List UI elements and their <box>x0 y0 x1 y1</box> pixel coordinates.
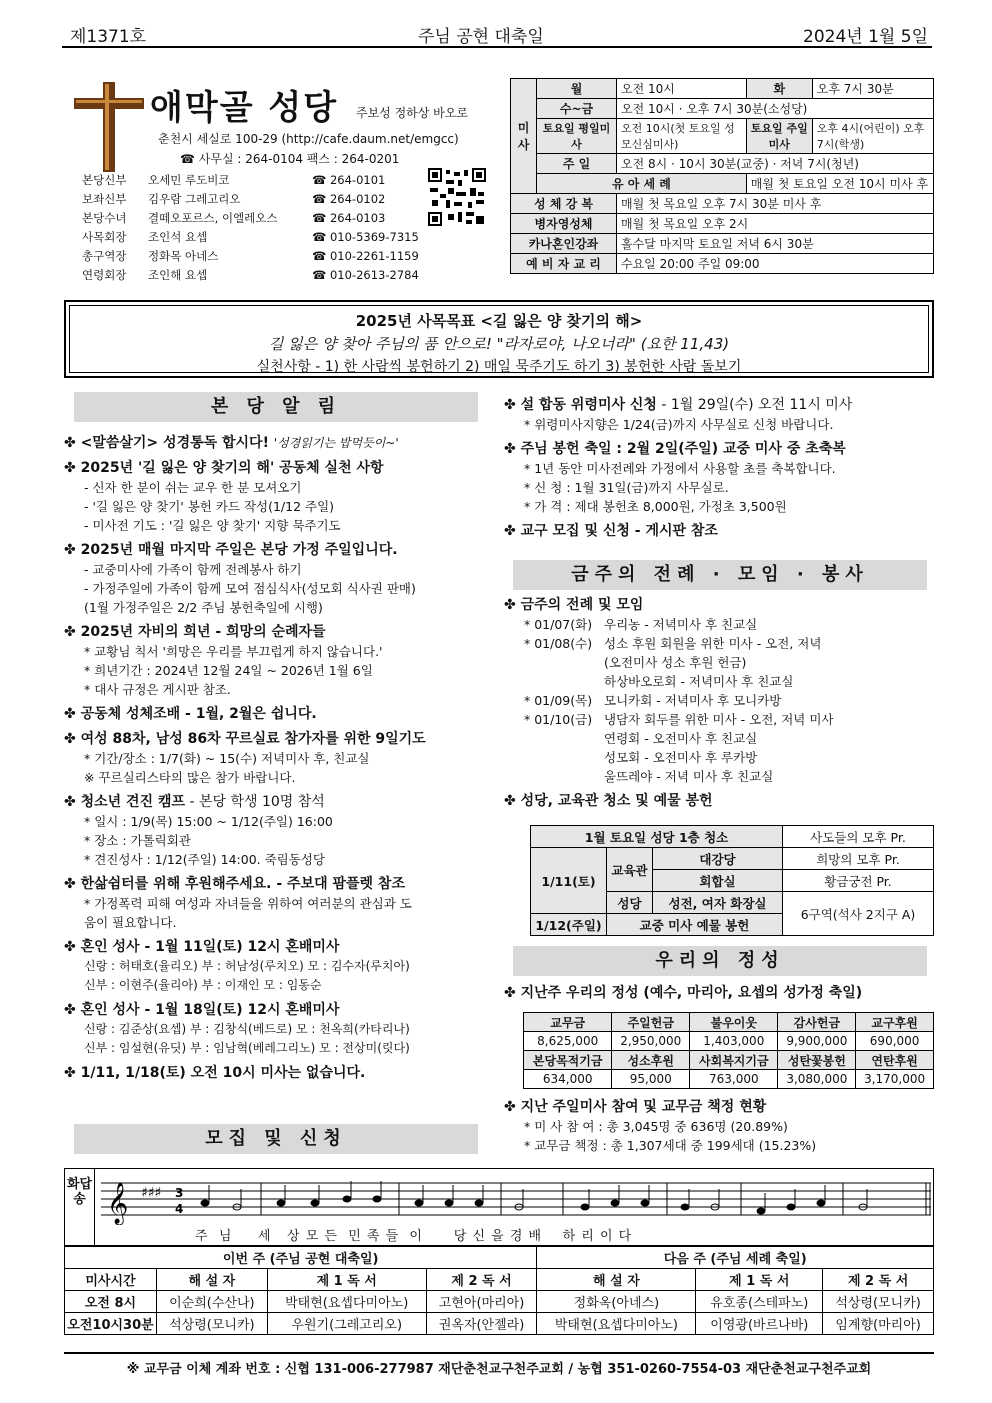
psalm-side-label: 화답송 <box>65 1169 95 1245</box>
staff-row <box>82 267 419 286</box>
weekly-line: * 01/07(화) 우리농 - 저녁미사 후 친교실 <box>524 617 758 632</box>
offering-value: 1,403,000 <box>690 1032 778 1051</box>
section-notice-title: 본 당 알 림 <box>74 392 478 422</box>
bank-account-footer: ※ 교무금 이체 계좌 번호 : 신협 131-006-277987 재단춘천교구천주교회 / 농협 351-0260-7554-03 재단춘천교구천주교회 <box>64 1352 934 1377</box>
weekly-line: 성모회 - 오전미사 후 루카방 <box>604 750 758 765</box>
weekly-line: 하상바오로회 - 저녁미사 후 친교실 <box>604 674 794 689</box>
notice-line: ※ 꾸르실리스타의 많은 참가 바랍니다. <box>84 770 296 785</box>
staff-tel: ☎ 264-0101 <box>312 173 386 187</box>
clean-cell: 1월 토요일 성당 1층 청소 <box>531 826 783 848</box>
notice-item: ✤ 청소년 견진 캠프 - 본당 학생 10명 참석 <box>64 794 325 810</box>
mass-day-label: 월 <box>537 79 617 99</box>
svg-text:4: 4 <box>175 1202 184 1216</box>
roster-col-header: 해 설 자 <box>537 1269 696 1291</box>
notice-item: ✤ 2025년 '길 잃은 양 찾기의 해' 공동체 실천 사항 <box>64 460 384 476</box>
sacrament-label: 카나혼인강좌 <box>511 234 617 254</box>
staff-name: 정화목 아네스 <box>148 249 219 263</box>
mass-time: 오후 4시(어린이) 오후 7시(학생) <box>812 119 933 154</box>
staff-role: 보좌신부 <box>82 192 127 206</box>
offering-value: 8,625,000 <box>524 1032 612 1051</box>
clean-cell: 사도들의 모후 Pr. <box>783 826 934 848</box>
offering-value: 690,000 <box>856 1032 934 1051</box>
notice-item: ✤ 1/11, 1/18(토) 오전 10시 미사는 없습니다. <box>64 1065 366 1081</box>
bulletin-header <box>62 22 932 48</box>
roster-col-header: 미사시간 <box>65 1269 157 1291</box>
roster-cell: 박태현(요셉다미아노) <box>537 1313 696 1335</box>
staff-role: 본당신부 <box>82 173 127 187</box>
mass-day-label: 화 <box>746 79 812 99</box>
clean-cell: 1/12(주일) <box>531 914 607 936</box>
staff-row <box>82 172 419 191</box>
notice-item: ✤ 한삶쉼터를 위해 후원해주세요. - 주보대 팜플렛 참조 <box>64 876 405 892</box>
responsorial-psalm <box>64 1168 934 1246</box>
notice-line: - '길 잃은 양 찾기' 봉헌 카드 작성(1/12 주일) <box>84 499 335 514</box>
notice-item: ✤ 교구 모집 및 신청 - 게시판 참조 <box>504 523 718 539</box>
music-staff-icon <box>101 1175 931 1225</box>
staff-name: 결떼오포르스, 이엘레오스 <box>148 211 278 225</box>
notice-line: * 1년 동안 미사전례와 가정에서 사용할 초를 축복합니다. <box>524 461 836 476</box>
clean-cell: 황금궁전 Pr. <box>783 870 934 892</box>
mass-time: 오전 8시 · 10시 30분(교중) · 저녁 7시(청년) <box>617 154 934 174</box>
offering-header: 연탄후원 <box>856 1051 934 1070</box>
goal-title: 2025년 사목목표 <길 잃은 양 찾기의 해> <box>355 312 643 330</box>
notice-item: ✤ 2025년 자비의 희년 - 희망의 순례자들 <box>64 624 326 640</box>
sacrament-label: 예 비 자 교 리 <box>511 254 617 274</box>
roster-week-header: 이번 주 (주님 공현 대축일) <box>65 1247 537 1269</box>
table-row <box>65 1313 934 1335</box>
sacrament-label: 성 체 강 복 <box>511 194 617 214</box>
staff-row <box>82 229 419 248</box>
staff-name: 김우람 그레고리오 <box>148 192 241 206</box>
mass-day-label: 수~금 <box>537 99 617 119</box>
pastoral-goal-box <box>64 300 934 378</box>
parish-name: 애막골 성당 <box>150 88 339 128</box>
clean-cell: 대강당 <box>653 848 783 870</box>
weekly-line: * 01/08(수) 성소 후원 회원을 위한 미사 - 오전, 저녁 <box>524 636 822 651</box>
offering-header: 감사헌금 <box>778 1013 856 1032</box>
offering-value: 3,080,000 <box>778 1070 856 1089</box>
weekly-list <box>504 596 934 811</box>
roster-cell: 임계향(마리아) <box>823 1313 934 1335</box>
offering-header: 주일헌금 <box>612 1013 690 1032</box>
attendance-line: * 교무금 책정 : 총 1,307세대 중 199세대 (15.23%) <box>524 1138 817 1153</box>
sacrament-time: 홀수달 마지막 토요일 저녁 6시 30분 <box>617 234 934 254</box>
section-offering-title: 우리의 정성 <box>513 946 927 976</box>
notice-line: 신부 : 임설현(유딧) 부 : 임남혁(베레그리노) 모 : 전상미(릿다) <box>84 1041 410 1055</box>
notice-item: ✤ 설 합동 위령미사 신청 - 1월 29일(수) 오전 11시 미사 <box>504 397 853 413</box>
offering-title: ✤ 지난주 우리의 정성 (예수, 마리아, 요셉의 성가정 축일) <box>504 985 863 1001</box>
notice-line: 움이 필요합니다. <box>84 915 177 930</box>
notice-line: * 교황님 칙서 '희망은 우리를 부끄럽게 하지 않습니다.' <box>84 644 383 659</box>
notice-line: - 미사전 기도 : '길 잃은 양 찾기' 지향 묵주기도 <box>84 518 341 533</box>
offering-value: 2,950,000 <box>612 1032 690 1051</box>
section-weekly-title: 금주의 전례 · 모임 · 봉사 <box>513 560 927 590</box>
roster-col-header: 제 1 독 서 <box>267 1269 426 1291</box>
mass-time: 오후 7시 30분 <box>812 79 933 99</box>
roster-col-header: 제 2 독 서 <box>426 1269 537 1291</box>
roster-cell: 고현아(마리아) <box>426 1291 537 1313</box>
weekly-line: 연령회 - 오전미사 후 친교실 <box>604 731 758 746</box>
offering-heading <box>504 984 934 1003</box>
staff-tel: ☎ 010-2613-2784 <box>312 268 419 282</box>
staff-role: 본당수녀 <box>82 211 127 225</box>
sacrament-time: 매월 첫 목요일 오후 2시 <box>617 214 934 234</box>
notice-item: ✤ 여성 88차, 남성 86차 꾸르실료 참가자를 위한 9일기도 <box>64 731 426 747</box>
roster-cell: 이순희(수산나) <box>157 1291 268 1313</box>
notice-line: - 교중미사에 가족이 함께 전례봉사 하기 <box>84 562 302 577</box>
offering-value: 634,000 <box>524 1070 612 1089</box>
roster-cell: 오전10시30분 <box>65 1313 157 1335</box>
staff-row <box>82 248 419 267</box>
cross-logo-icon <box>74 82 144 172</box>
staff-tel: ☎ 010-5369-7315 <box>312 230 419 244</box>
svg-text:♯♯♯: ♯♯♯ <box>141 1185 162 1201</box>
clean-cell: 교중 미사 예물 봉헌 <box>607 914 783 936</box>
weekly-title: ✤ 금주의 전례 및 모임 <box>504 597 644 613</box>
weekly-line: (오전미사 성소 후원 헌금) <box>604 655 747 670</box>
notice-list <box>64 428 504 1083</box>
attendance-block <box>504 1098 934 1155</box>
notice-item: ✤ 혼인 성사 - 1월 18일(토) 12시 혼배미사 <box>64 1002 340 1018</box>
offering-header: 성탄꽃봉헌 <box>778 1051 856 1070</box>
notice-line: * 가정폭력 피해 여성과 자녀들을 위하여 여러분의 관심과 도 <box>84 896 412 911</box>
roster-cell: 오전 8시 <box>65 1291 157 1313</box>
sacrament-time: 수요일 20:00 주일 09:00 <box>617 254 934 274</box>
parish-phone: ☎ 사무실 : 264-0104 팩스 : 264-0201 <box>180 152 400 166</box>
liturgy-roster-table <box>64 1246 934 1335</box>
staff-tel: ☎ 264-0102 <box>312 192 386 206</box>
offering-header: 본당목적기금 <box>524 1051 612 1070</box>
mass-schedule-table <box>510 78 934 274</box>
offering-value: 9,900,000 <box>778 1032 856 1051</box>
offering-value: 95,000 <box>612 1070 690 1089</box>
notice-item: ✤ 공동체 성체조배 - 1월, 2월은 쉽니다. <box>64 706 317 722</box>
notice-line: 신랑 : 허태호(율리오) 부 : 허남성(루치오) 모 : 김수자(루치아) <box>84 959 410 973</box>
staff-role: 총구역장 <box>82 249 127 263</box>
mass-day-label: 토요일 주일미사 <box>746 119 812 154</box>
sacrament-time: 매월 첫 토요일 오전 10시 미사 후 <box>746 174 933 194</box>
clean-cell: 1/11(토) <box>531 848 607 914</box>
clean-cell: 성당 <box>607 892 653 914</box>
issue-number: 제1371호 <box>70 27 147 47</box>
notice-line: * 희년기간 : 2024년 12월 24일 ~ 2026년 1월 6일 <box>84 663 373 678</box>
notice-line: * 기간/장소 : 1/7(화) ~ 15(수) 저녁미사 후, 친교실 <box>84 751 370 766</box>
staff-tel: ☎ 264-0103 <box>312 211 386 225</box>
offering-value: 763,000 <box>690 1070 778 1089</box>
staff-tel: ☎ 010-2261-1159 <box>312 249 419 263</box>
roster-cell: 박태현(요셉다미아노) <box>267 1291 426 1313</box>
staff-role: 연령회장 <box>82 268 127 282</box>
mass-label: 미 사 <box>511 79 537 194</box>
offering-table <box>523 1012 934 1089</box>
notice-line: * 가 격 : 제대 봉헌초 8,000원, 가정초 3,500원 <box>524 499 787 514</box>
psalm-lyrics: 주 님 세 상 모 든 민 족 들 이 당 신 을 경 배 하 리 이 다 <box>195 1229 633 1244</box>
notice-line: * 신 청 : 1월 31일(금)까지 사무실로. <box>524 480 729 495</box>
mass-day-label: 토요일 평일미사 <box>537 119 617 154</box>
mass-time: 오전 10시(첫 토요일 성모신심미사) <box>617 119 747 154</box>
notice-list-right <box>504 392 934 541</box>
clean-cell: 희망의 모후 Pr. <box>783 848 934 870</box>
roster-cell: 이영광(바르나바) <box>696 1313 823 1335</box>
notice-line: (1월 가정주일은 2/2 주님 봉헌축일에 시행) <box>84 600 323 615</box>
notice-item: ✤ 혼인 성사 - 1월 11일(토) 12시 혼배미사 <box>64 939 340 955</box>
attendance-line: * 미 사 참 여 : 총 3,045명 중 636명 (20.89%) <box>524 1119 788 1134</box>
roster-col-header: 해 설 자 <box>157 1269 268 1291</box>
goal-motto: 길 잃은 양 찾아 주님의 품 안으로! "라자로야, 나오너라" (요한 11,43) <box>268 335 730 353</box>
notice-line: * 일시 : 1/9(목) 15:00 ~ 1/12(주일) 16:00 <box>84 814 333 829</box>
offering-header: 사회복지기금 <box>690 1051 778 1070</box>
notice-line: * 장소 : 가톨릭회관 <box>84 833 191 848</box>
notice-line: 신랑 : 김준상(요셉) 부 : 김창식(베드로) 모 : 천옥희(카타리나) <box>84 1022 410 1036</box>
weekly-line: 울뜨레야 - 저녁 미사 후 친교실 <box>604 769 774 784</box>
notice-line: * 대사 규정은 게시판 참조. <box>84 682 231 697</box>
clean-cell: 6구역(석사 2지구 A) <box>783 892 934 936</box>
clean-title: ✤ 성당, 교육관 청소 및 예물 봉헌 <box>504 793 713 809</box>
section-recruit-title: 모집 및 신청 <box>74 1124 478 1154</box>
clean-cell: 교육관 <box>607 848 653 892</box>
goal-practice: 실천사항 - 1) 한 사람씩 봉헌하기 2) 매일 묵주기도 하기 3) 봉헌한 사람 돌보기 <box>256 359 742 375</box>
notice-item: ✤ 2025년 매월 마지막 주일은 본당 가정 주일입니다. <box>64 542 398 558</box>
sacrament-label: 유 아 세 례 <box>537 174 747 194</box>
offering-header: 성소후원 <box>612 1051 690 1070</box>
offering-value: 3,170,000 <box>856 1070 934 1089</box>
mass-time: 오전 10시 <box>617 79 747 99</box>
offering-header: 불우이웃 <box>690 1013 778 1032</box>
staff-name: 조인석 요셉 <box>148 230 208 244</box>
issue-date: 2024년 1월 5일 <box>803 27 928 47</box>
svg-text:𝄞: 𝄞 <box>107 1183 129 1224</box>
staff-row <box>82 191 419 210</box>
roster-col-header: 제 1 독 서 <box>696 1269 823 1291</box>
feast-title: 주님 공현 대축일 <box>418 27 544 47</box>
table-row <box>65 1291 934 1313</box>
clean-cell: 성전, 여자 화장실 <box>653 892 783 914</box>
cleaning-table <box>530 825 934 936</box>
roster-cell: 유호종(스테파노) <box>696 1291 823 1313</box>
weekly-line: * 01/09(목) 모니카회 - 저녁미사 후 모니카방 <box>524 693 782 708</box>
notice-line: * 견진성사 : 1/12(주일) 14:00. 죽림동성당 <box>84 852 325 867</box>
roster-col-header: 제 2 독 서 <box>823 1269 934 1291</box>
staff-name: 조인해 요셉 <box>148 268 208 282</box>
parish-patron: 주보성 정하상 바오로 <box>356 106 468 120</box>
roster-week-header: 다음 주 (주님 세례 축일) <box>537 1247 934 1269</box>
svg-text:3: 3 <box>175 1186 184 1200</box>
roster-cell: 권옥자(안젤라) <box>426 1313 537 1335</box>
notice-line: - 신자 한 분이 쉬는 교우 한 분 모셔오기 <box>84 480 302 495</box>
staff-row <box>82 210 419 229</box>
clean-cell: 회합실 <box>653 870 783 892</box>
roster-cell: 석상령(모니카) <box>823 1291 934 1313</box>
sacrament-label: 병자영성체 <box>511 214 617 234</box>
notice-line: - 가정주일에 가족이 함께 모여 점심식사(성모회 식사권 판매) <box>84 581 416 596</box>
notice-line: 신부 : 이현주(율리아) 부 : 이재인 모 : 임동순 <box>84 978 322 992</box>
mass-day-label: 주 일 <box>537 154 617 174</box>
staff-role: 사목회장 <box>82 230 127 244</box>
roster-cell: 정화옥(아네스) <box>537 1291 696 1313</box>
attendance-title: ✤ 지난 주일미사 참여 및 교무금 책정 현황 <box>504 1099 767 1115</box>
staff-name: 오세민 루도비코 <box>148 173 230 187</box>
qr-code-icon[interactable] <box>428 168 486 226</box>
notice-item: ✤ 주님 봉헌 축일 : 2월 2일(주일) 교중 미사 중 초축복 <box>504 441 846 457</box>
mass-time: 오전 10시 · 오후 7시 30분(소성당) <box>617 99 934 119</box>
roster-cell: 석상령(모니카) <box>157 1313 268 1335</box>
staff-list <box>82 172 419 286</box>
sacrament-time: 매월 첫 목요일 오후 7시 30분 미사 후 <box>617 194 934 214</box>
offering-header: 교구후원 <box>856 1013 934 1032</box>
roster-cell: 우원기(그레고리오) <box>267 1313 426 1335</box>
notice-item: ✤ <말씀살기> 성경통독 합시다! '성경읽기는 밥먹듯이~' <box>64 435 399 451</box>
offering-header: 교무금 <box>524 1013 612 1032</box>
weekly-line: * 01/10(금) 냉담자 회두를 위한 미사 - 오전, 저녁 미사 <box>524 712 834 727</box>
notice-line: * 위령미사지향은 1/24(금)까지 사무실로 신청 바랍니다. <box>524 417 834 432</box>
parish-address: 춘천시 세실로 100-29 (http://cafe.daum.net/emgcc) <box>158 132 459 146</box>
